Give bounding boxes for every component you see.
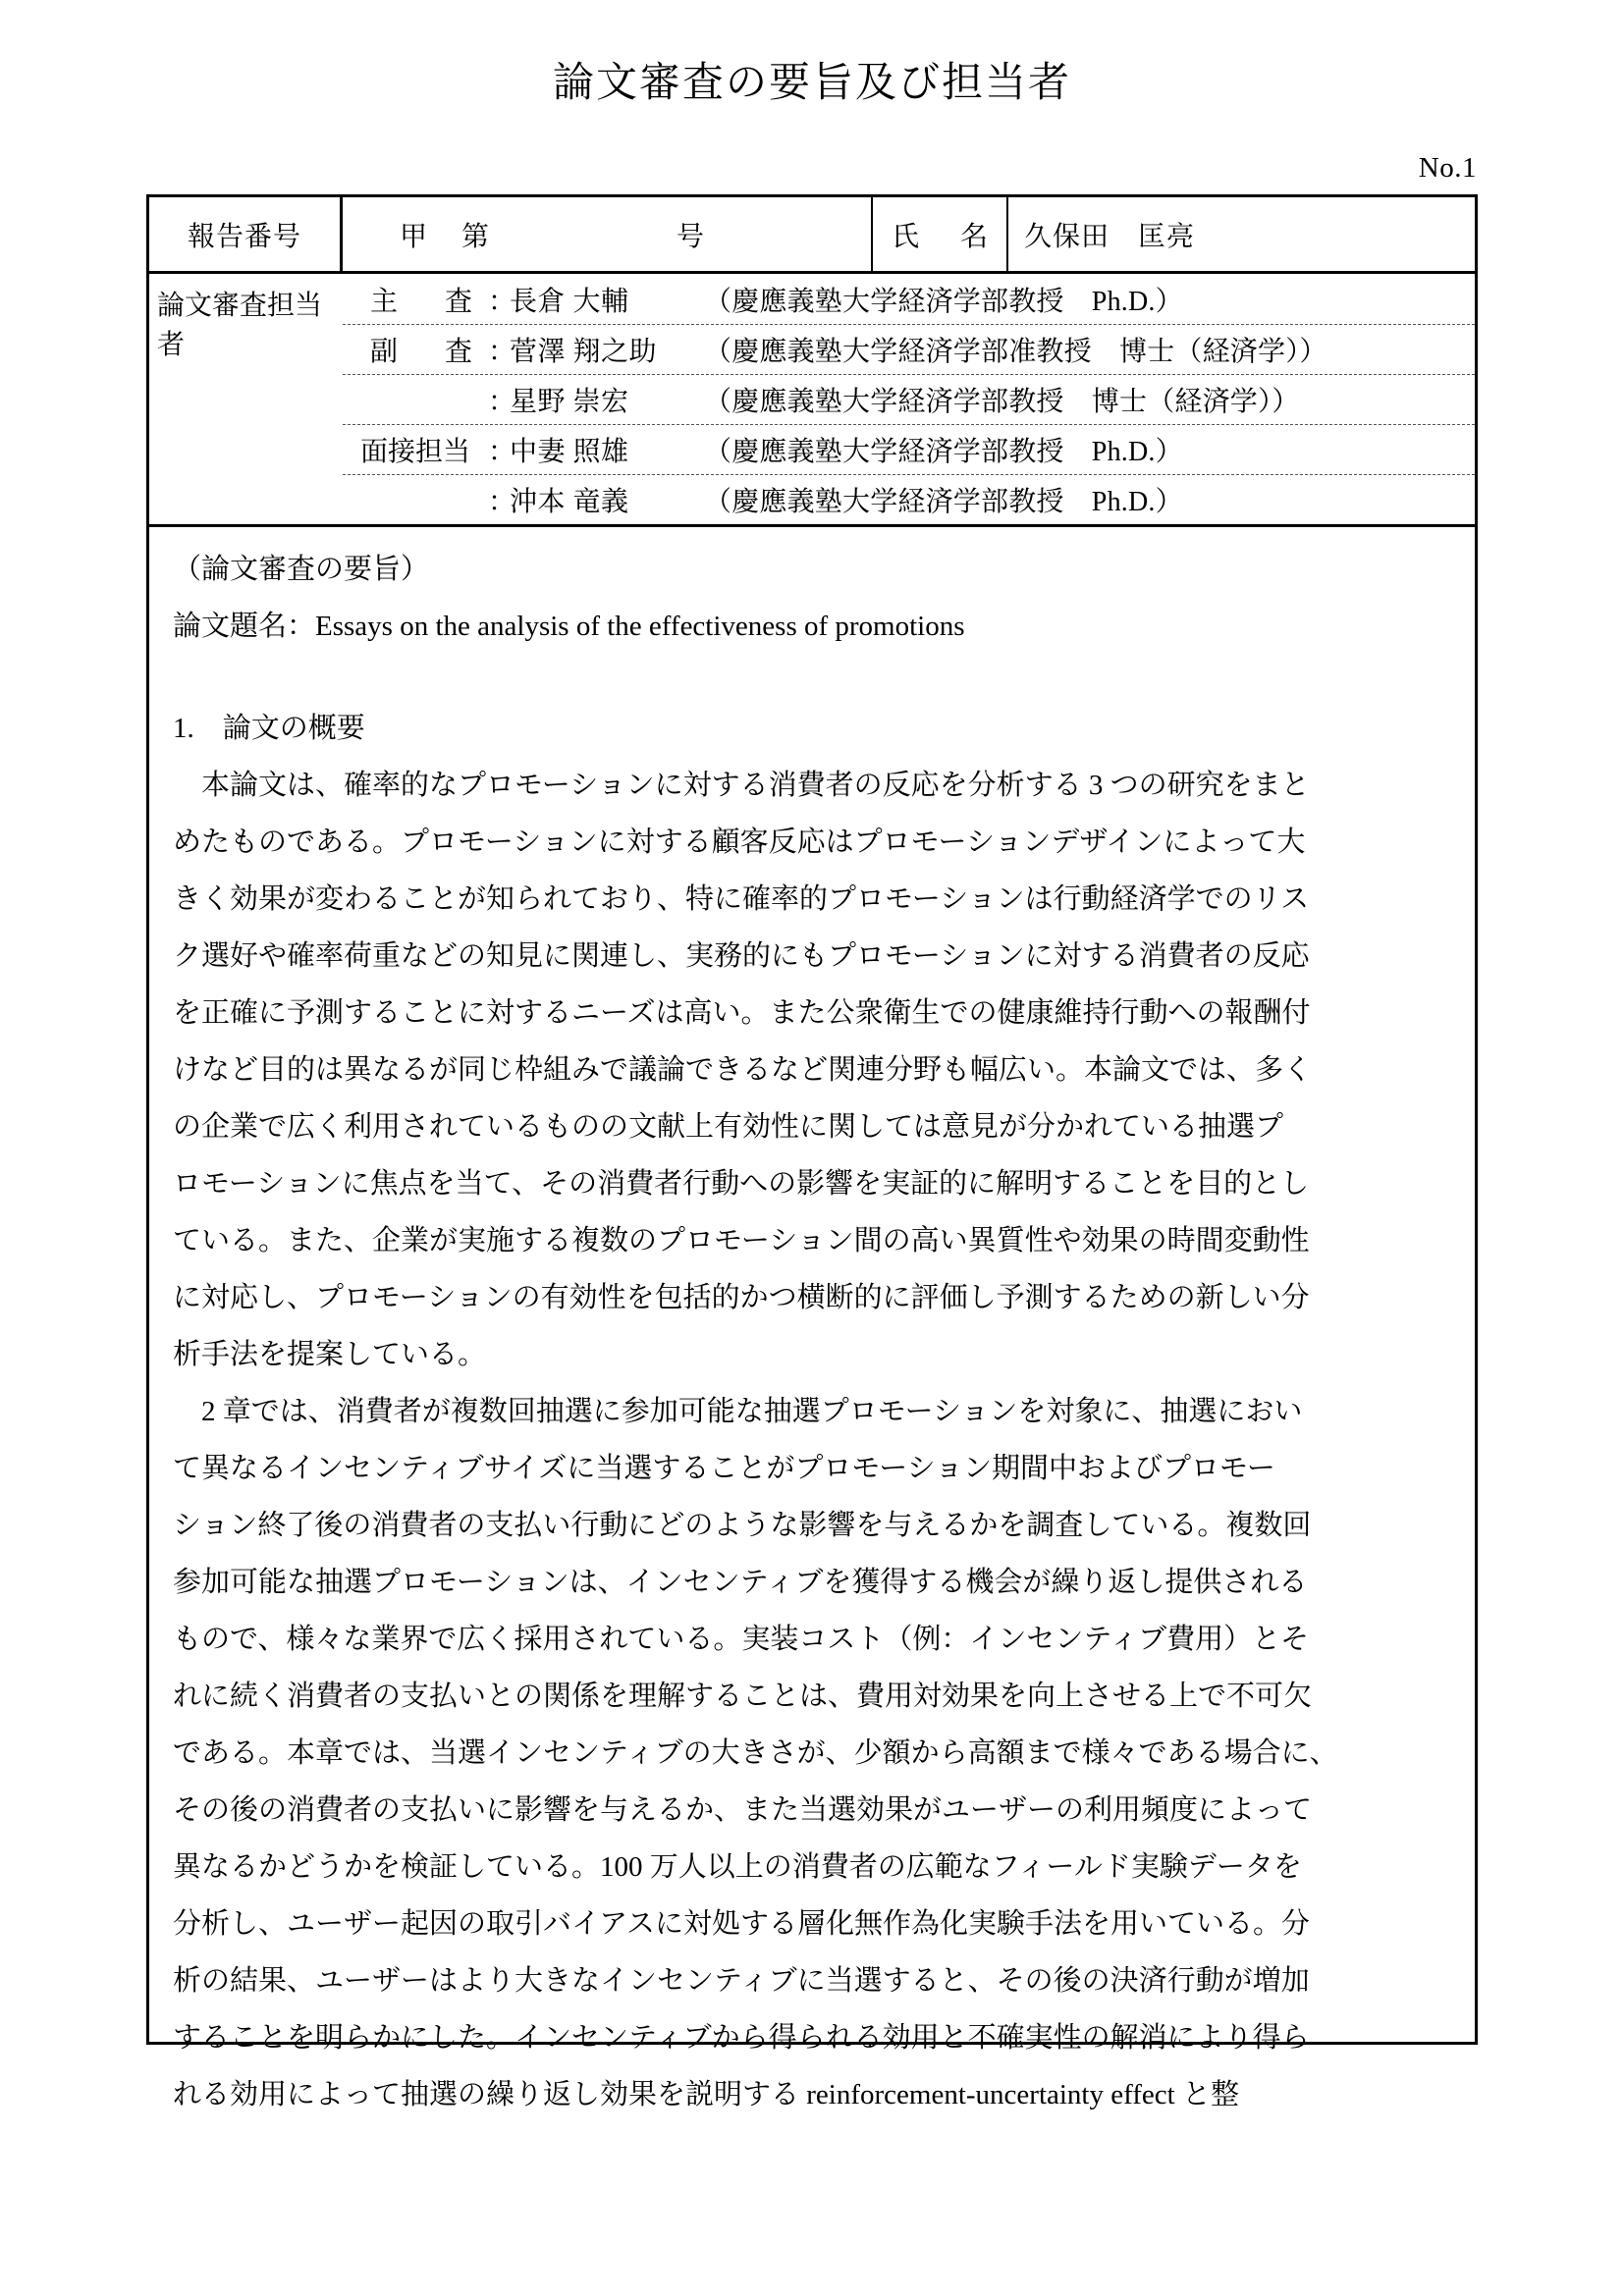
examiner-role: 主 査 [370,286,483,317]
paragraph-line: 参加可能な抽選プロモーションは、インセンティブを獲得する機会が繰り返し提供される [173,1567,1308,1598]
examiner-affiliation: （慶應義塾大学経済学部准教授 博士（経済学）） [704,337,1327,367]
report-number-gou: 号 [677,221,706,252]
examiner-row [343,324,1475,374]
report-number-kou: 甲 [400,221,429,252]
paragraph-line: 分析し、ユーザー起因の取引バイアスに対処する層化無作為化実験手法を用いている。分 [173,1908,1310,1940]
paragraph-line: めたものである。プロモーションに対する顧客反応はプロモーションデザインによって大 [173,827,1306,858]
examiners-row [149,274,1475,527]
thesis-title-value: Essays on the analysis of the effectiveness of promotions [315,611,965,642]
examiner-colon: ： [488,437,516,467]
paragraph-line: て異なるインセンティブサイズに当選することがプロモーション期間中およびプロモー [173,1453,1275,1484]
paragraph-line: 異なるかどうかを検証している。100 万人以上の消費者の広範なフィールド実験データを [173,1851,1302,1883]
examiners-section-label: 論文審査担当者 [157,291,323,360]
paragraph-line: 2 章では、消費者が複数回抽選に参加可能な抽選プロモーションを対象に、抽選におい [173,1396,1303,1427]
paragraph-line: ク選好や確率荷重などの知見に関連し、実務的にもプロモーションに対する消費者の反応 [173,940,1310,972]
paragraph-line: 析手法を提案している。 [173,1339,487,1370]
examiner-name: 中妻 照雄 [510,437,629,467]
examiner-role: 面接担当 [360,437,471,467]
examiner-name: 星野 崇宏 [510,387,629,417]
page-number: No.1 [1418,152,1477,184]
examiner-name: 長倉 大輔 [510,286,629,317]
summary-body [149,527,1475,2123]
examiner-list [343,274,1475,524]
paragraph-line: れに続く消費者の支払いとの関係を理解することは、費用対効果を向上させる上で不可欠 [173,1681,1313,1712]
thesis-title-line [173,598,1449,655]
paragraph-line: 析の結果、ユーザーはより大きなインセンティブに当選すると、その後の決済行動が増加 [173,1965,1310,1997]
thesis-title-label: 論文題名： [173,611,316,642]
paragraph-line: に対応し、プロモーションの有効性を包括的かつ横断的に評価し予測するための新しい分 [173,1282,1310,1313]
paragraph-line: きく効果が変わることが知られており、特に確率的プロモーションは行動経済学でのリス [173,883,1310,915]
examiner-colon: ： [488,337,516,367]
name-label: 氏 名 [873,197,1008,271]
examiner-row [343,374,1475,424]
page-title: 論文審査の要旨及び担当者 [552,61,1071,106]
paragraph-line: ロモーションに焦点を当て、その消費者行動への影響を実証的に解明することを目的とし [173,1168,1310,1200]
paragraph-line: することを明らかにした。インセンティブから得られる効用と不確実性の解消により得ら [173,2022,1310,2054]
examiner-colon: ： [488,487,516,517]
examiner-affiliation: （慶應義塾大学経済学部教授 Ph.D.） [704,487,1183,517]
paragraph-line: である。本章では、当選インセンティブの大きさが、少額から高額まで様々である場合に、 [173,1737,1338,1769]
report-number-label: 報告番号 [149,197,343,271]
examiner-affiliation: （慶應義塾大学経済学部教授 Ph.D.） [704,437,1183,467]
paragraph-line: の企業で広く利用されているものの文献上有効性に関しては意見が分かれている抽選プ [173,1111,1284,1143]
paragraph-line: けなど目的は異なるが同じ枠組みで議論できるなど関連分野も幅広い。本論文では、多く [173,1054,1313,1086]
examiner-affiliation: （慶應義塾大学経済学部教授 Ph.D.） [704,286,1183,317]
examiner-row [343,274,1475,324]
paragraph-line: その後の消費者の支払いに影響を与えるか、また当選効果がユーザーの利用頻度によって [173,1794,1313,1826]
examiner-name: 沖本 竜義 [510,487,629,517]
examiner-colon: ： [488,286,516,317]
spacer [173,655,1449,700]
report-number-dai: 第 [461,221,491,252]
examiner-affiliation: （慶應義塾大学経済学部教授 博士（経済学）） [704,387,1300,417]
examiner-colon: ： [488,387,516,417]
candidate-name: 久保田 匡亮 [1024,221,1196,252]
paragraph-line: を正確に予測することに対するニーズは高い。また公衆衛生での健康維持行動への報酬付 [173,997,1311,1029]
report-number-value-cell [343,197,873,271]
summary-bracket-heading: （論文審査の要旨） [173,554,430,585]
paragraph-line: れる効用によって抽選の繰り返し効果を説明する reinforcement-uncertainty effect と整 [173,2079,1239,2110]
report-number-row [149,197,1475,274]
paragraph-line: ている。また、企業が実施する複数のプロモーション間の高い異質性や効果の時間変動性 [173,1225,1310,1256]
examiner-row [343,474,1475,524]
paragraph-line: もので、様々な業界で広く採用されている。実装コスト（例：インセンティブ費用）とそ [173,1624,1310,1655]
examiner-name: 菅澤 翔之助 [510,337,658,367]
examiner-role: 副 査 [370,337,483,367]
examiner-row [343,424,1475,474]
section-1-heading: 1. 論文の概要 [173,713,365,744]
main-frame [146,194,1478,2110]
paragraph-line: 本論文は、確率的なプロモーションに対する消費者の反応を分析する 3 つの研究をまと [173,770,1310,801]
paragraph-line: ション終了後の消費者の支払い行動にどのような影響を与えるかを調査している。複数回 [173,1510,1312,1541]
